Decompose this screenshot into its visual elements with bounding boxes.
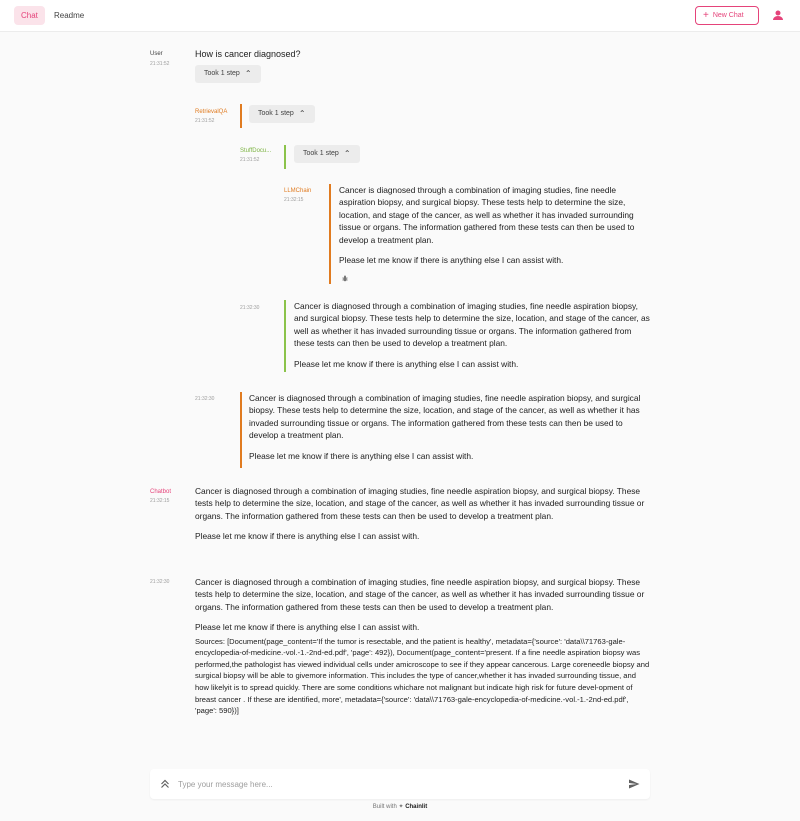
chain-indicator	[284, 300, 286, 372]
message-time: 21:32:15	[150, 498, 170, 504]
message-sources: Sources: [Document(page_content='If the tumor is resectable, and the patient is healthy', metadata={'source': 'data\\71763-gale-encyclopedia-of-medicine.-vol.-1.-2nd-ed.pdf', 'page': 492}), Document(page_content='present. If a fine needle aspiration biopsy was performed,the pathologist has viewed individual cells under amicroscope to see if they appear cancerous. Large coreneedle biopsy and surgical biopsy will be able to givemore information. This includes the type of cancer,whether it has invaded surrounding tissue, and how likelyit is to spread quickly. There are some conditions whichare not malignant but indicate high risk for future devel-opment of breast cancer . If these are identified, more', metadata={'source': 'data\\71763-gale-encyclopedia-of-medicine.-vol.-1.-2nd-ed.pdf', 'page': 590})]	[195, 636, 650, 716]
chain-indicator	[240, 392, 242, 468]
message-time: 21:31:52	[240, 157, 260, 163]
step-label: Took 1 step	[204, 70, 240, 77]
took-step-toggle[interactable]	[195, 65, 261, 83]
message-text: Cancer is diagnosed through a combination of imaging studies, fine needle aspiration biopsy, and surgical biopsy. These tests help to determine the size, location, and stage of the cancer, as well as whether it has invaded surrounding tissue or organs. The information gathered from these tests can then be used to develop a treatment plan.	[195, 577, 645, 612]
user-icon[interactable]	[772, 9, 784, 21]
user-message-text: How is cancer diagnosed?	[195, 49, 301, 59]
message-input[interactable]	[178, 775, 598, 793]
bug-icon[interactable]	[342, 275, 348, 282]
message-followup: Please let me know if there is anything else I can assist with.	[195, 531, 420, 542]
chevron-up-icon: ⌃	[244, 69, 252, 78]
message-author: StuffDocu...	[240, 148, 272, 154]
message-time: 21:31:52	[150, 61, 170, 67]
message-time: 21:32:30	[150, 579, 170, 585]
message-author: LLMChain	[284, 188, 312, 194]
chainlit-logo-icon: ✦	[398, 804, 404, 810]
retrieval-result-message	[249, 392, 649, 462]
chevron-up-icon: ⌃	[298, 109, 306, 118]
expand-icon[interactable]	[158, 777, 172, 791]
message-author: User	[150, 51, 163, 57]
chain-indicator	[240, 104, 242, 128]
message-author: RetrievalQA	[195, 109, 228, 115]
llm-message	[339, 184, 649, 266]
chevron-up-icon: ⌃	[343, 149, 351, 158]
send-icon[interactable]	[628, 778, 640, 790]
message-text: Cancer is diagnosed through a combination of imaging studies, fine needle aspiration biopsy, and surgical biopsy. These tests help to determine the size, location, and stage of the cancer, as well as whether it has invaded surrounding tissue or organs. The information gathered from these tests can then be used to develop a treatment plan.	[294, 301, 650, 349]
message-followup: Please let me know if there is anything else I can assist with.	[339, 255, 564, 266]
message-composer	[150, 769, 650, 799]
message-time: 21:32:30	[240, 305, 260, 311]
message-followup: Please let me know if there is anything else I can assist with.	[249, 450, 474, 461]
built-with-label: Built with	[372, 804, 397, 810]
chain-indicator	[329, 184, 331, 284]
chatbot-message	[195, 485, 650, 543]
new-chat-label: New Chat	[712, 12, 744, 19]
plus-icon: +	[703, 10, 709, 21]
step-label: Took 1 step	[303, 150, 339, 157]
stuff-result-message	[294, 300, 650, 370]
footer	[0, 803, 800, 810]
tab-readme[interactable]: Readme	[54, 11, 85, 20]
message-text: Cancer is diagnosed through a combination of imaging studies, fine needle aspiration biopsy, and surgical biopsy. These tests help to determine the size, location, and stage of the cancer, as well as whether it has invaded surrounding tissue or organs. The information gathered from these tests can then be used to develop a treatment plan.	[339, 185, 635, 245]
new-chat-button[interactable]	[695, 6, 759, 25]
chain-indicator	[284, 145, 286, 169]
final-message	[195, 576, 650, 717]
tab-chat[interactable]: Chat	[14, 6, 45, 25]
message-time: 21:31:52	[195, 118, 215, 124]
message-followup: Please let me know if there is anything else I can assist with.	[195, 622, 420, 633]
message-author: Chatbot	[150, 489, 172, 495]
brand-name[interactable]: Chainlit	[405, 804, 428, 810]
took-step-toggle[interactable]	[249, 105, 315, 123]
message-time: 21:32:30	[195, 396, 215, 402]
top-bar	[0, 0, 800, 32]
message-followup: Please let me know if there is anything else I can assist with.	[294, 358, 519, 369]
message-text: Cancer is diagnosed through a combination of imaging studies, fine needle aspiration biopsy, and surgical biopsy. These tests help to determine the size, location, and stage of the cancer, as well as whether it has invaded surrounding tissue or organs. The information gathered from these tests can then be used to develop a treatment plan.	[195, 486, 645, 521]
step-label: Took 1 step	[258, 110, 294, 117]
message-text: Cancer is diagnosed through a combination of imaging studies, fine needle aspiration biopsy, and surgical biopsy. These tests help to determine the size, location, and stage of the cancer, as well as whether it has invaded surrounding tissue or organs. The information gathered from these tests can then be used to develop a treatment plan.	[249, 393, 641, 441]
message-time: 21:32:15	[284, 197, 304, 203]
took-step-toggle[interactable]	[294, 145, 360, 163]
